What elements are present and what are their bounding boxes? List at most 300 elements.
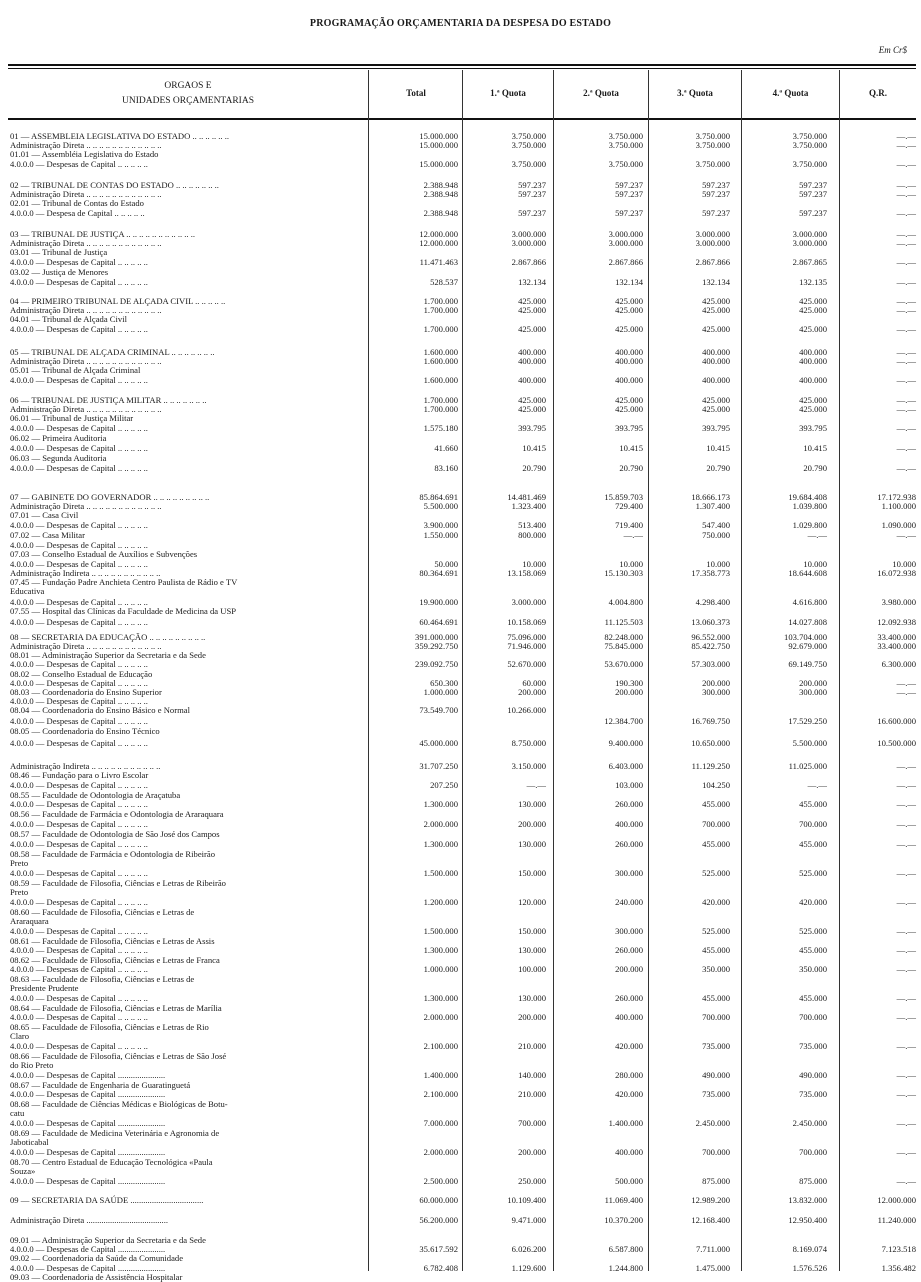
cell-qr: 3.980.000	[881, 597, 916, 607]
cell-q2: 597.237	[615, 180, 643, 190]
header-q3: 3.ª Quota	[677, 88, 713, 98]
cell-q4: 2.450.000	[792, 1118, 827, 1128]
cell-q1: 13.158.069	[507, 568, 546, 578]
cell-total: 1.500.000	[423, 868, 458, 878]
cell-q2: 400.000	[615, 1012, 643, 1022]
row-label: 4.0.0.0 — Despesas de Capital .. .. .. .. ..	[10, 540, 148, 550]
cell-total: 1.700.000	[423, 395, 458, 405]
cell-q4: 425.000	[799, 305, 827, 315]
cell-q1: 10.266.000	[507, 705, 546, 715]
cell-total: 650.300	[430, 678, 458, 688]
cell-q3: 750.000	[702, 530, 730, 540]
cell-q1: 200.000	[518, 1012, 546, 1022]
cell-q2: 11.125.503	[604, 617, 643, 627]
cell-q1: 425.000	[518, 324, 546, 334]
column-divider	[368, 70, 369, 1271]
cell-total: 2.000.000	[423, 1147, 458, 1157]
cell-q4: 14.027.808	[788, 617, 827, 627]
row-label: Souza»	[10, 1166, 36, 1176]
cell-q4: 425.000	[799, 404, 827, 414]
cell-q3: 735.000	[702, 1089, 730, 1099]
cell-q3: 17.358.773	[691, 568, 730, 578]
cell-q3: 2.450.000	[695, 1118, 730, 1128]
cell-q1: 130.000	[518, 839, 546, 849]
cell-q1: 597.237	[518, 180, 546, 190]
row-label: 4.0.0.0 — Despesa de Capital .. .. .. .. ..	[10, 208, 145, 218]
row-label: 02.01 — Tribunal de Contas do Estado	[10, 198, 144, 208]
cell-q2: 425.000	[615, 305, 643, 315]
row-label: 4.0.0.0 — Despesas de Capital .. .. .. .. ..	[10, 964, 148, 974]
row-label: 08.66 — Faculdade de Filosofia, Ciências e Letras de São José	[10, 1051, 227, 1061]
cell-q1: 3.750.000	[511, 131, 546, 141]
cell-q3: 350.000	[702, 964, 730, 974]
row-label: 4.0.0.0 — Despesas de Capital .. .. .. .. ..	[10, 839, 148, 849]
row-label: catu	[10, 1108, 25, 1118]
cell-qr: —.—	[896, 868, 916, 878]
cell-qr: —.—	[896, 140, 916, 150]
row-label: 07.45 — Fundação Padre Anchieta Centro Paulista de Rádio e TV	[10, 577, 238, 587]
cell-q4: 525.000	[799, 868, 827, 878]
row-label: 4.0.0.0 — Despesas de Capital .. .. .. .. ..	[10, 443, 148, 453]
cell-qr: 33.400.000	[877, 632, 916, 642]
cell-q3: 3.750.000	[695, 140, 730, 150]
cell-q1: 250.000	[518, 1176, 546, 1186]
cell-q1: 200.000	[518, 1147, 546, 1157]
cell-q2: 75.845.000	[604, 641, 643, 651]
cell-q4: 300.000	[799, 687, 827, 697]
cell-qr: —.—	[896, 305, 916, 315]
row-label: 08.60 — Faculdade de Filosofia, Ciências e Letras de	[10, 907, 195, 917]
cell-q4: 12.950.400	[788, 1215, 827, 1225]
cell-q3: 3.000.000	[695, 238, 730, 248]
cell-total: 2.000.000	[423, 1012, 458, 1022]
cell-q3: 400.000	[702, 356, 730, 366]
row-label: 09.03 — Coordenadoria de Assistência Hospitalar	[10, 1272, 183, 1282]
cell-q4: 393.795	[799, 423, 827, 433]
cell-total: 1.400.000	[423, 1070, 458, 1080]
cell-q4: 18.644.608	[788, 568, 827, 578]
cell-q1: 120.000	[518, 897, 546, 907]
row-label: Preto	[10, 858, 29, 868]
cell-q3: 7.711.000	[695, 1244, 730, 1254]
cell-qr: —.—	[896, 799, 916, 809]
cell-qr: 12.000.000	[877, 1195, 916, 1205]
row-label: 4.0.0.0 — Despesas de Capital .. .. .. .. ..	[10, 520, 148, 530]
row-label: Administração Indireta .. .. .. .. .. .. .. .. .. .. ..	[10, 568, 161, 578]
cell-q2: 6.403.000	[608, 761, 643, 771]
cell-qr: —.—	[896, 1012, 916, 1022]
row-label: Administração Direta .. .. .. .. .. .. .. .. .. .. .. ..	[10, 641, 162, 651]
cell-total: 528.537	[430, 277, 458, 287]
cell-q3: 300.000	[702, 687, 730, 697]
cell-q4: 490.000	[799, 1070, 827, 1080]
row-label: 08.05 — Coordenadoria do Ensino Técnico	[10, 726, 160, 736]
cell-total: 1.575.180	[423, 423, 458, 433]
cell-q3: 3.750.000	[695, 159, 730, 169]
cell-q1: 425.000	[518, 296, 546, 306]
row-label: 08.56 — Faculdade de Farmácia e Odontologia de Araraquara	[10, 809, 224, 819]
cell-total: 1.300.000	[423, 799, 458, 809]
cell-q1: 3.150.000	[511, 761, 546, 771]
header-organs-line1: ORGAOS E	[164, 80, 212, 91]
cell-q4: 700.000	[799, 1012, 827, 1022]
row-label: Administração Indireta .. .. .. .. .. .. .. .. .. .. ..	[10, 761, 161, 771]
cell-q3: 85.422.750	[691, 641, 730, 651]
cell-q3: 597.237	[702, 189, 730, 199]
cell-q2: 425.000	[615, 296, 643, 306]
row-label: 4.0.0.0 — Despesas de Capital .. .. .. .. ..	[10, 678, 148, 688]
cell-q1: 3.750.000	[511, 140, 546, 150]
row-label: 4.0.0.0 — Despesas de Capital .. .. .. .. ..	[10, 617, 148, 627]
cell-q4: 455.000	[799, 945, 827, 955]
column-divider	[462, 70, 463, 1271]
cell-q1: 71.946.000	[507, 641, 546, 651]
cell-q3: 12.989.200	[691, 1195, 730, 1205]
cell-q2: 597.237	[615, 208, 643, 218]
cell-q1: 425.000	[518, 305, 546, 315]
row-label: 08.68 — Faculdade de Ciências Médicas e Biológicas de Botu-	[10, 1099, 228, 1109]
cell-q1: 3.000.000	[511, 229, 546, 239]
cell-qr: —.—	[896, 897, 916, 907]
row-label: 08.58 — Faculdade de Farmácia e Odontologia de Ribeirão	[10, 849, 215, 859]
row-label: Administração Direta .. .. .. .. .. .. .. .. .. .. .. ..	[10, 238, 162, 248]
cell-q4: 200.000	[799, 678, 827, 688]
cell-qr: 12.092.938	[877, 617, 916, 627]
cell-q3: 425.000	[702, 324, 730, 334]
cell-q1: 6.026.200	[511, 1244, 546, 1254]
cell-q3: 700.000	[702, 819, 730, 829]
cell-q1: 10.109.400	[507, 1195, 546, 1205]
cell-q4: 597.237	[799, 189, 827, 199]
cell-q3: 3.750.000	[695, 131, 730, 141]
cell-q3: 3.000.000	[695, 229, 730, 239]
cell-total: 1.700.000	[423, 404, 458, 414]
cell-q4: 425.000	[799, 395, 827, 405]
cell-qr: —.—	[896, 375, 916, 385]
row-label: 08.46 — Fundação para o Livro Escolar	[10, 770, 149, 780]
cell-q4: 132.135	[799, 277, 827, 287]
cell-total: 3.900.000	[423, 520, 458, 530]
cell-total: 239.092.750	[415, 659, 458, 669]
cell-q2: 12.384.700	[604, 716, 643, 726]
row-label: 08.64 — Faculdade de Filosofia, Ciências e Letras de Marília	[10, 1003, 222, 1013]
cell-qr: —.—	[896, 180, 916, 190]
cell-qr: —.—	[896, 159, 916, 169]
cell-q3: 18.666.173	[691, 492, 730, 502]
cell-q3: 425.000	[702, 305, 730, 315]
cell-q2: 9.400.000	[608, 738, 643, 748]
cell-q2: 3.750.000	[608, 140, 643, 150]
cell-q4: 10.415	[803, 443, 827, 453]
cell-q2: 3.750.000	[608, 131, 643, 141]
cell-q3: 547.400	[702, 520, 730, 530]
cell-qr: —.—	[896, 443, 916, 453]
cell-q2: 10.000	[619, 559, 643, 569]
cell-total: 31.707.250	[419, 761, 458, 771]
cell-q4: 92.679.000	[788, 641, 827, 651]
cell-q4: 735.000	[799, 1089, 827, 1099]
cell-q2: —.—	[623, 530, 643, 540]
cell-q1: 1.129.600	[511, 1263, 546, 1273]
row-label: 4.0.0.0 — Despesas de Capital ......................	[10, 1147, 166, 1157]
cell-q4: 350.000	[799, 964, 827, 974]
row-label: 05 — TRIBUNAL DE ALÇADA CRIMINAL .. .. .. .. .. .. ..	[10, 347, 215, 357]
row-label: 4.0.0.0 — Despesas de Capital .. .. .. .. ..	[10, 559, 148, 569]
cell-total: 359.292.750	[415, 641, 458, 651]
cell-q1: 130.000	[518, 799, 546, 809]
cell-q2: 400.000	[615, 375, 643, 385]
row-label: Educativa	[10, 586, 45, 596]
row-label: 08.62 — Faculdade de Filosofia, Ciências e Letras de Franca	[10, 955, 220, 965]
row-label: 04 — PRIMEIRO TRIBUNAL DE ALÇADA CIVIL .. .. .. .. ..	[10, 296, 226, 306]
row-label: 4.0.0.0 — Despesas de Capital ......................	[10, 1118, 166, 1128]
row-label: 4.0.0.0 — Despesas de Capital .. .. .. .. ..	[10, 1041, 148, 1051]
cell-qr: 7.123.518	[881, 1244, 916, 1254]
cell-qr: 11.240.000	[877, 1215, 916, 1225]
cell-total: 5.500.000	[423, 501, 458, 511]
cell-qr: —.—	[896, 277, 916, 287]
cell-q1: 3.750.000	[511, 159, 546, 169]
row-label: 03.01 — Tribunal de Justiça	[10, 247, 108, 257]
row-label: do Rio Preto	[10, 1060, 54, 1070]
cell-qr: —.—	[896, 395, 916, 405]
row-label: 07.03 — Conselho Estadual de Auxílios e Subvenções	[10, 549, 198, 559]
cell-qr: —.—	[896, 687, 916, 697]
cell-total: 1.500.000	[423, 926, 458, 936]
row-label: 08.59 — Faculdade de Filosofia, Ciências e Letras de Ribeirão	[10, 878, 226, 888]
cell-q2: 420.000	[615, 1089, 643, 1099]
cell-total: 2.100.000	[423, 1041, 458, 1051]
cell-q2: 280.000	[615, 1070, 643, 1080]
row-label: 08.61 — Faculdade de Filosofia, Ciências e Letras de Assis	[10, 936, 215, 946]
cell-total: 207.250	[430, 780, 458, 790]
cell-q1: 100.000	[518, 964, 546, 974]
cell-q2: 10.415	[619, 443, 643, 453]
cell-total: 1.000.000	[423, 687, 458, 697]
cell-qr: 1.100.000	[881, 501, 916, 511]
cell-q3: 700.000	[702, 1147, 730, 1157]
header-q2: 2.ª Quota	[583, 88, 619, 98]
cell-qr: 16.072.938	[877, 568, 916, 578]
cell-q4: 3.000.000	[792, 229, 827, 239]
cell-q2: 3.000.000	[608, 238, 643, 248]
row-label: 4.0.0.0 — Despesas de Capital .. .. .. .. ..	[10, 945, 148, 955]
column-divider	[648, 70, 649, 1271]
cell-q2: 400.000	[615, 347, 643, 357]
cell-q3: 490.000	[702, 1070, 730, 1080]
row-label: Administração Direta .. .. .. .. .. .. .. .. .. .. .. ..	[10, 356, 162, 366]
cell-q4: —.—	[807, 780, 827, 790]
row-label: 03 — TRIBUNAL DE JUSTIÇA .. .. .. .. .. .. .. .. .. .. ..	[10, 229, 196, 239]
cell-q1: 60.000	[522, 678, 546, 688]
cell-q4: 455.000	[799, 799, 827, 809]
cell-qr: —.—	[896, 819, 916, 829]
cell-q4: 1.576.526	[792, 1263, 827, 1273]
cell-q2: 190.300	[615, 678, 643, 688]
cell-qr: —.—	[896, 208, 916, 218]
row-label: 08.57 — Faculdade de Odontologia de São José dos Campos	[10, 829, 220, 839]
cell-qr: —.—	[896, 993, 916, 1003]
cell-q3: 12.168.400	[691, 1215, 730, 1225]
cell-total: 83.160	[434, 463, 458, 473]
cell-q4: 400.000	[799, 347, 827, 357]
cell-q1: 10.000	[522, 559, 546, 569]
cell-q4: 20.790	[803, 463, 827, 473]
cell-q1: 513.400	[518, 520, 546, 530]
cell-qr: —.—	[896, 1041, 916, 1051]
cell-total: 60.464.691	[419, 617, 458, 627]
row-label: Preto	[10, 887, 29, 897]
cell-total: 1.300.000	[423, 839, 458, 849]
row-label: 4.0.0.0 — Despesas de Capital .. .. .. .. ..	[10, 277, 148, 287]
cell-q2: 729.400	[615, 501, 643, 511]
cell-qr: —.—	[896, 423, 916, 433]
row-label: 06.01 — Tribunal de Justiça Militar	[10, 413, 134, 423]
cell-total: 50.000	[434, 559, 458, 569]
cell-qr: 6.300.000	[881, 659, 916, 669]
row-label: 4.0.0.0 — Despesas de Capital .. .. .. .. ..	[10, 738, 148, 748]
cell-q3: 104.250	[702, 780, 730, 790]
cell-qr: —.—	[896, 530, 916, 540]
cell-q1: 210.000	[518, 1041, 546, 1051]
cell-q2: 597.237	[615, 189, 643, 199]
cell-q1: 425.000	[518, 404, 546, 414]
cell-total: 80.364.691	[419, 568, 458, 578]
cell-qr: —.—	[896, 780, 916, 790]
cell-q3: 20.790	[706, 463, 730, 473]
cell-q4: 17.529.250	[788, 716, 827, 726]
cell-q2: 260.000	[615, 993, 643, 1003]
cell-q2: 15.859.703	[604, 492, 643, 502]
row-label: 4.0.0.0 — Despesas de Capital ......................	[10, 1089, 166, 1099]
cell-total: 1.600.000	[423, 356, 458, 366]
cell-q2: 6.587.800	[608, 1244, 643, 1254]
cell-qr: 33.400.000	[877, 641, 916, 651]
cell-q4: —.—	[807, 530, 827, 540]
cell-total: 1.700.000	[423, 296, 458, 306]
cell-q3: 425.000	[702, 404, 730, 414]
cell-q1: 10.158.069	[507, 617, 546, 627]
row-label: Jaboticabal	[10, 1137, 49, 1147]
cell-q3: 10.000	[706, 559, 730, 569]
row-label: 4.0.0.0 — Despesas de Capital ......................	[10, 1176, 166, 1186]
cell-q4: 11.025.000	[788, 761, 827, 771]
cell-q2: 425.000	[615, 404, 643, 414]
cell-q4: 3.750.000	[792, 140, 827, 150]
cell-total: 60.000.000	[419, 1195, 458, 1205]
cell-q2: 11.069.400	[604, 1195, 643, 1205]
cell-q3: 2.867.866	[695, 257, 730, 267]
cell-total: 2.100.000	[423, 1089, 458, 1099]
cell-q3: 13.060.373	[691, 617, 730, 627]
cell-q3: 525.000	[702, 926, 730, 936]
cell-q3: 455.000	[702, 839, 730, 849]
cell-total: 1.600.000	[423, 347, 458, 357]
cell-q4: 455.000	[799, 993, 827, 1003]
cell-total: 7.000.000	[423, 1118, 458, 1128]
cell-q4: 700.000	[799, 1147, 827, 1157]
row-label: 08.69 — Faculdade de Medicina Veterinária e Agronomia de	[10, 1128, 220, 1138]
cell-q1: 400.000	[518, 347, 546, 357]
cell-total: 2.388.948	[423, 180, 458, 190]
row-label: Administração Direta .. .. .. .. .. .. .. .. .. .. .. ..	[10, 501, 162, 511]
row-label: 4.0.0.0 — Despesas de Capital .. .. .. .. ..	[10, 159, 148, 169]
cell-q1: 1.323.400	[511, 501, 546, 511]
cell-q1: —.—	[526, 780, 546, 790]
row-label: 04.01 — Tribunal de Alçada Civil	[10, 314, 127, 324]
row-label: 06.02 — Primeira Auditoria	[10, 433, 107, 443]
cell-q3: 132.134	[702, 277, 730, 287]
cell-qr: —.—	[896, 839, 916, 849]
cell-total: 1.700.000	[423, 324, 458, 334]
row-label: 01.01 — Assembléia Legislativa do Estado	[10, 149, 159, 159]
row-label: Araraquara	[10, 916, 49, 926]
cell-q4: 735.000	[799, 1041, 827, 1051]
row-label: 4.0.0.0 — Despesas de Capital .. .. .. .. ..	[10, 257, 148, 267]
row-label: 4.0.0.0 — Despesas de Capital .. .. .. .. ..	[10, 659, 148, 669]
cell-q1: 75.096.000	[507, 632, 546, 642]
cell-qr: —.—	[896, 1176, 916, 1186]
row-label: 06.03 — Segunda Auditoria	[10, 453, 107, 463]
row-label: 08.03 — Coordenadoria do Ensino Superior	[10, 687, 162, 697]
cell-q2: 400.000	[615, 356, 643, 366]
cell-q1: 3.000.000	[511, 597, 546, 607]
cell-q1: 130.000	[518, 993, 546, 1003]
row-label: 08.55 — Faculdade de Odontologia de Araçatuba	[10, 790, 181, 800]
cell-q1: 210.000	[518, 1089, 546, 1099]
cell-total: 1.300.000	[423, 945, 458, 955]
row-label: 08.70 — Centro Estadual de Educação Tecnológica «Paula	[10, 1157, 213, 1167]
row-label: 4.0.0.0 — Despesas de Capital ......................	[10, 1244, 166, 1254]
cell-q3: 10.650.000	[691, 738, 730, 748]
cell-q1: 425.000	[518, 395, 546, 405]
row-label: 02 — TRIBUNAL DE CONTAS DO ESTADO .. .. .. .. .. .. ..	[10, 180, 219, 190]
cell-q4: 3.750.000	[792, 159, 827, 169]
cell-total: 1.200.000	[423, 897, 458, 907]
cell-q2: 500.000	[615, 1176, 643, 1186]
cell-q3: 57.303.000	[691, 659, 730, 669]
row-label: Administração Direta ......................................	[10, 1215, 169, 1225]
cell-q1: 150.000	[518, 926, 546, 936]
cell-q2: 425.000	[615, 324, 643, 334]
cell-qr: —.—	[896, 1089, 916, 1099]
cell-q3: 4.298.400	[695, 597, 730, 607]
row-label: 4.0.0.0 — Despesas de Capital .. .. .. .. ..	[10, 819, 148, 829]
cell-qr: —.—	[896, 296, 916, 306]
cell-q3: 425.000	[702, 395, 730, 405]
cell-qr: 1.356.482	[881, 1263, 916, 1273]
cell-qr: —.—	[896, 1147, 916, 1157]
row-label: 4.0.0.0 — Despesas de Capital .. .. .. .. ..	[10, 780, 148, 790]
row-label: 4.0.0.0 — Despesas de Capital .. .. .. .. ..	[10, 926, 148, 936]
cell-q4: 3.750.000	[792, 131, 827, 141]
cell-q2: 393.795	[615, 423, 643, 433]
cell-q2: 200.000	[615, 964, 643, 974]
cell-total: 1.550.000	[423, 530, 458, 540]
cell-q1: 14.481.469	[507, 492, 546, 502]
row-label: 4.0.0.0 — Despesas de Capital .. .. .. .. ..	[10, 897, 148, 907]
row-label: 08.02 — Conselho Estadual de Educação	[10, 669, 153, 679]
cell-q1: 20.790	[522, 463, 546, 473]
cell-q1: 8.750.000	[511, 738, 546, 748]
cell-q4: 425.000	[799, 324, 827, 334]
row-label: 4.0.0.0 — Despesas de Capital .. .. .. .. ..	[10, 799, 148, 809]
row-label: 08.01 — Administração Superior da Secretaria e da Sede	[10, 650, 206, 660]
row-label: 4.0.0.0 — Despesas de Capital .. .. .. .. ..	[10, 716, 148, 726]
cell-q3: 425.000	[702, 296, 730, 306]
header-organs	[10, 70, 366, 116]
row-label: 06 — TRIBUNAL DE JUSTIÇA MILITAR .. .. .. .. .. .. ..	[10, 395, 207, 405]
